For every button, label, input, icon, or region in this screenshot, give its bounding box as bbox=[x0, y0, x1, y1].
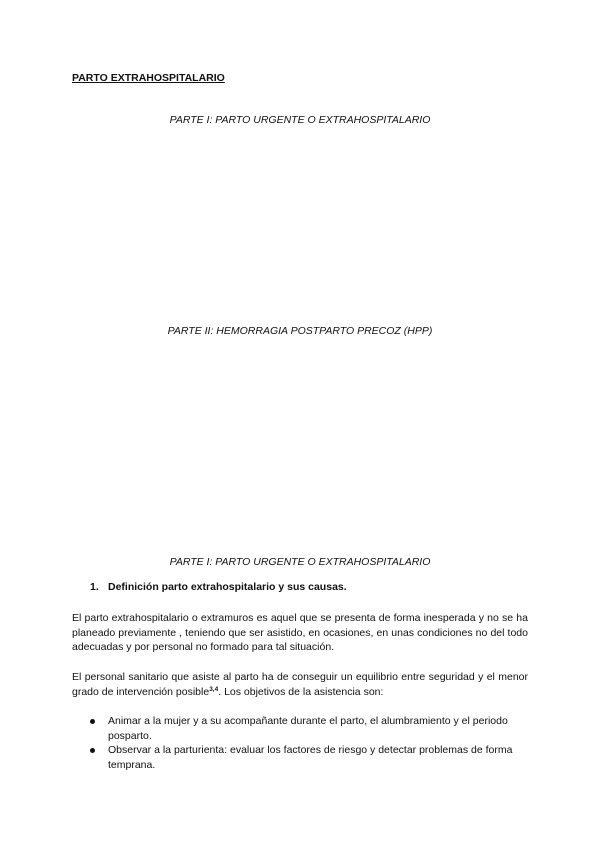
toc-part-2-heading: PARTE II: HEMORRAGIA POSTPARTO PRECOZ (HPP) bbox=[167, 325, 433, 337]
paragraph-objectives-tail: . Los objetivos de la asistencia son: bbox=[218, 685, 384, 698]
toc-part-1-heading: PARTE I: PARTO URGENTE O EXTRAHOSPITALARIO bbox=[169, 114, 431, 126]
list-item-text: Animar a la mujer y a su acompañante durante el parto, el alumbramiento y el periodo posparto. bbox=[108, 715, 508, 742]
document-title: PARTO EXTRAHOSPITALARIO bbox=[72, 72, 225, 84]
list-item bbox=[90, 743, 520, 772]
list-item bbox=[90, 714, 520, 743]
paragraph-objectives bbox=[72, 670, 528, 699]
section-1-heading bbox=[90, 581, 347, 593]
paragraph-objectives-text: El personal sanitario que asiste al parto ha de conseguir un equilibrio entre seguridad y el menor grado de intervención posible bbox=[72, 671, 528, 698]
section-number: 1. bbox=[90, 581, 99, 593]
bullet-icon bbox=[90, 748, 95, 753]
bullet-icon bbox=[90, 719, 95, 724]
part-1-heading: PARTE I: PARTO URGENTE O EXTRAHOSPITALARIO bbox=[169, 556, 431, 568]
list-item-text: Observar a la parturienta: evaluar los factores de riesgo y detectar problemas de forma temprana. bbox=[108, 744, 513, 771]
section-title: Definición parto extrahospitalario y sus causas. bbox=[108, 581, 347, 593]
objectives-list bbox=[90, 714, 520, 772]
citation-ref: 3,4 bbox=[209, 685, 219, 693]
paragraph-definition: El parto extrahospitalario o extramuros es aquel que se presenta de forma inesperada y no se ha planeado previamente , teniendo que ser asistido, en ocasiones, en unas condiciones no del todo adecuadas y por personal no formado para tal situación. bbox=[72, 612, 528, 653]
